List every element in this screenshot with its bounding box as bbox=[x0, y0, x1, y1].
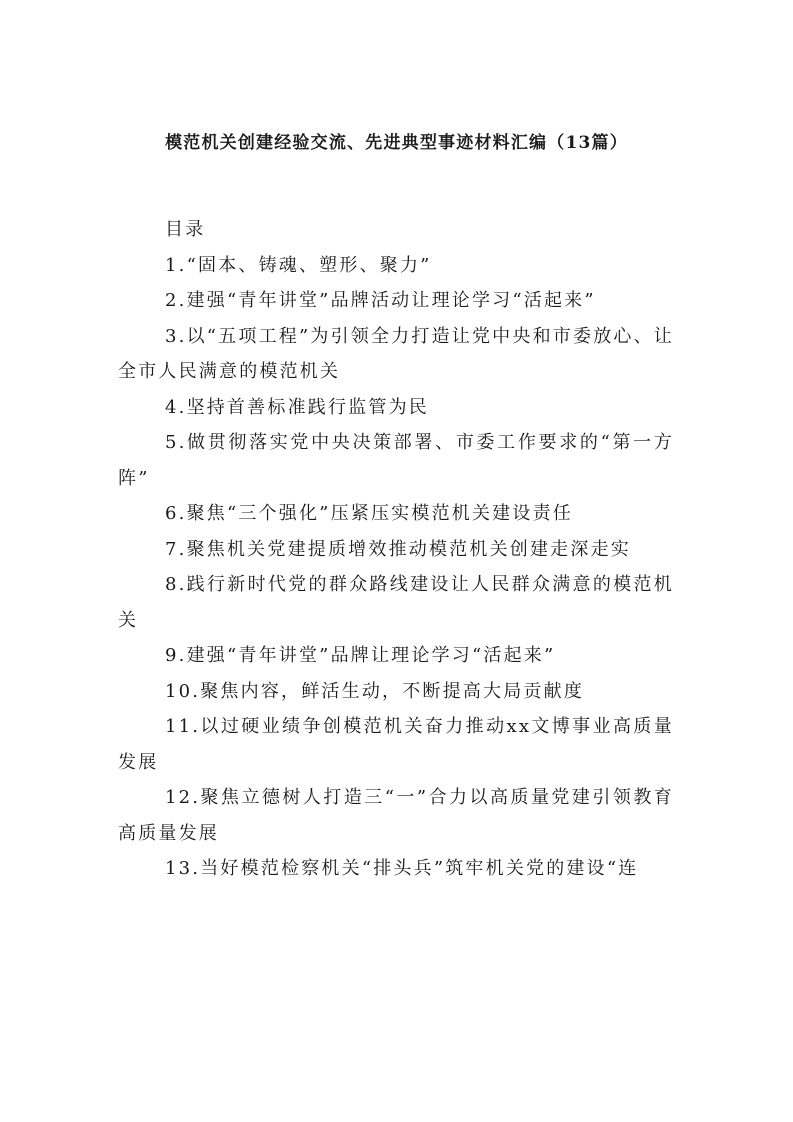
toc-item-12: 12.聚焦立德树人打造三“一”合力以高质量党建引领教育高质量发展 bbox=[118, 787, 674, 844]
toc-item-8: 8.践行新时代党的群众路线建设让人民群众满意的模范机关 bbox=[118, 574, 674, 631]
toc-item-11: 11.以过硬业绩争创模范机关奋力推动xx文博事业高质量发展 bbox=[118, 716, 674, 773]
toc-item-13: 13.当好模范检察机关“排头兵”筑牢机关党的建设“连 bbox=[165, 858, 639, 879]
document-title: 模范机关创建经验交流、先进典型事迹材料汇编（13篇） bbox=[165, 133, 628, 153]
toc-item-3: 3.以“五项工程”为引领全力打造让党中央和市委放心、让全市人民满意的模范机关 bbox=[118, 325, 674, 382]
toc-item-5: 5.做贯彻落实党中央决策部署、市委工作要求的“第一方阵” bbox=[118, 432, 674, 489]
toc-item-2: 2.建强“青年讲堂”品牌活动让理论学习“活起来” bbox=[165, 290, 596, 311]
toc-item-9: 9.建强“青年讲堂”品牌让理论学习“活起来” bbox=[165, 645, 556, 666]
toc-item-7: 7.聚焦机关党建提质增效推动模范机关创建走深走实 bbox=[165, 538, 631, 560]
toc-item-4: 4.坚持首善标准践行监管为民 bbox=[165, 396, 429, 418]
toc-heading: 目录 bbox=[165, 219, 206, 240]
toc-list bbox=[118, 248, 674, 887]
table-of-contents bbox=[118, 212, 674, 887]
toc-item-6: 6.聚焦“三个强化”压紧压实模范机关建设责任 bbox=[165, 503, 573, 524]
toc-item-10: 10.聚焦内容，鲜活生动，不断提高大局贡献度 bbox=[165, 680, 585, 702]
toc-item-1: 1.“固本、铸魂、塑形、聚力” bbox=[165, 254, 432, 276]
